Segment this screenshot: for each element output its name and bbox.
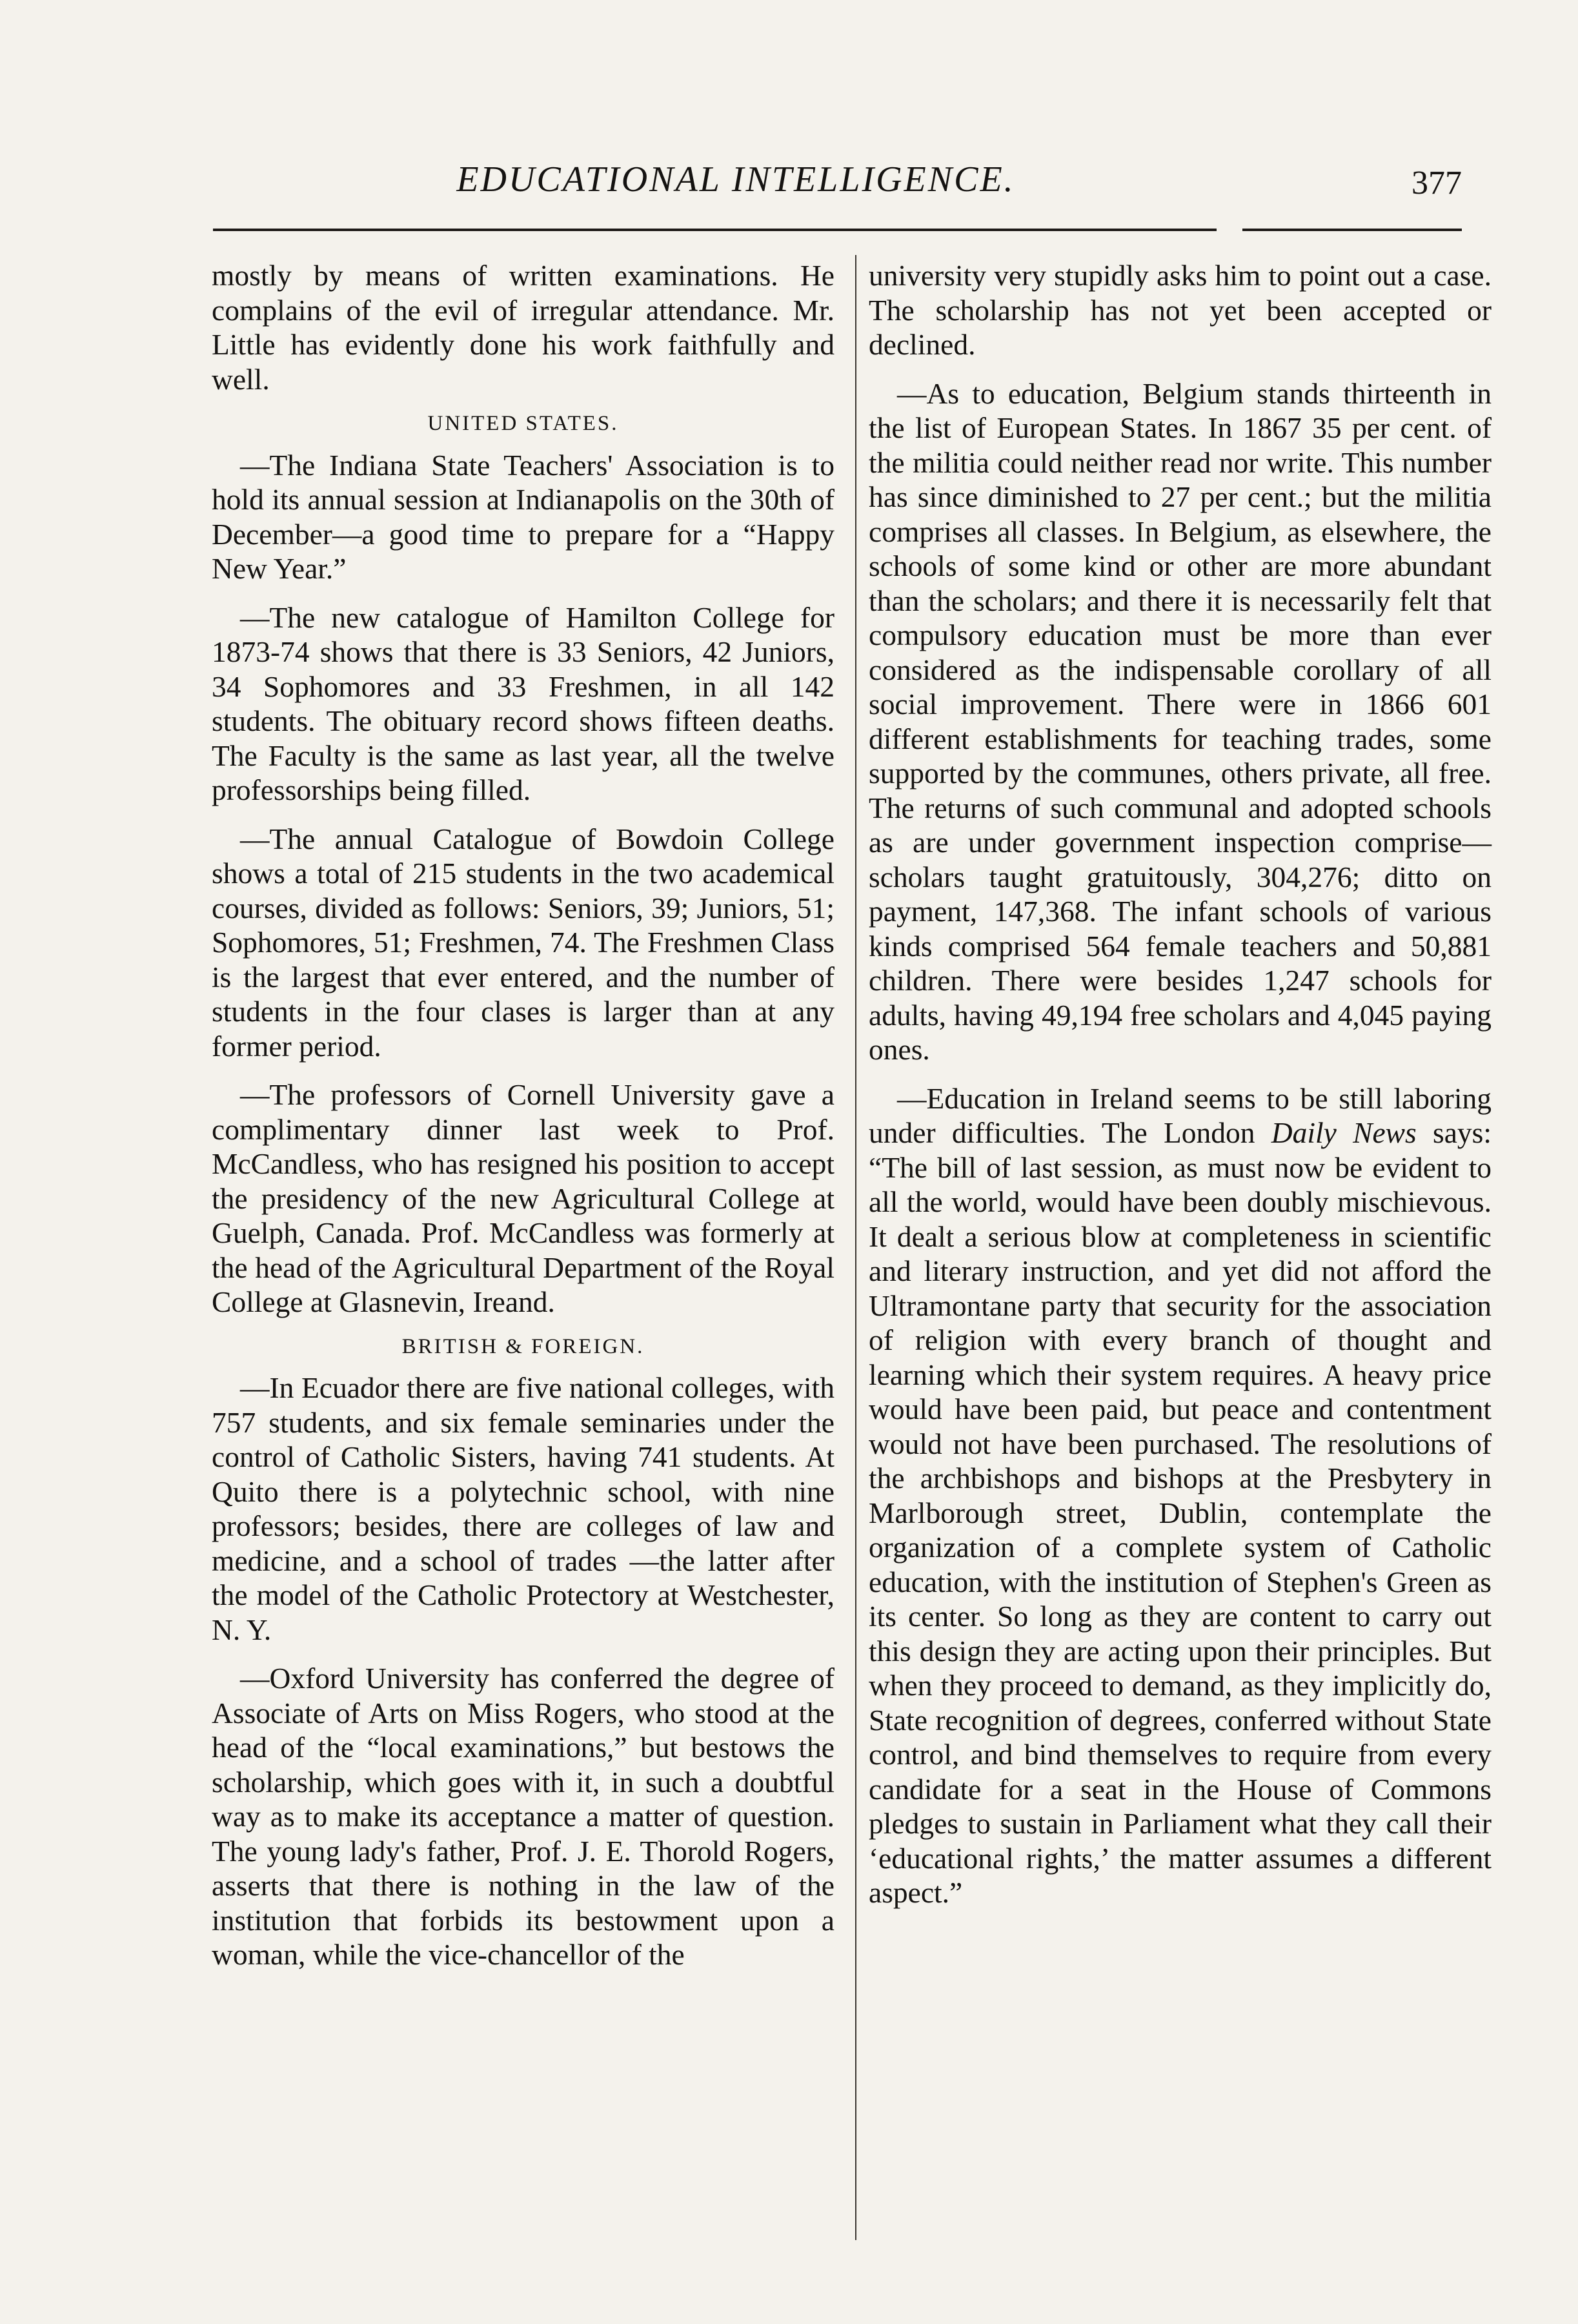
header-rule-short <box>1242 229 1462 231</box>
running-head <box>213 159 1501 210</box>
paragraph-belgium-education: —As to education, Belgium stands thirteenth in the list of European States. In 1867 35 per cent. of the militia could neither read nor write. This number has since diminished to 27 per cent.; but the militia comprises all classes. In Belgium, as elsewhere, the schools of some kind or other are more abundant than the scholars; and there it is necessarily felt that compulsory education must be more than ever considered as the indispensable corollary of all social improvement. There were in 1866 601 different establishments for teaching trades, some supported by the communes, others private, all free. The returns of such communal and adopted schools as are under government inspection comprise—scholars taught gratuitously, 304,276; ditto on payment, 147,368. The infant schools of various kinds comprised 564 female teachers and 50,881 children. There were besides 1,247 schools for adults, having 49,194 free scholars and 4,045 paying ones. <box>869 376 1492 1066</box>
paragraph-ireland-education <box>869 1081 1492 1910</box>
header-rule <box>213 229 1217 231</box>
newspaper-title: Daily News <box>1271 1116 1417 1149</box>
paragraph-bowdoin-college: —The annual Catalogue of Bowdoin College shows a total of 215 students in the two academical courses, divided as follows: Seniors, 39; Juniors, 51; Sophomores, 51; Freshmen, 74. The Freshmen Class is the largest that ever entered, and the number of students in the four clases is larger than at any former period. <box>212 822 835 1063</box>
paragraph-oxford-university: —Oxford University has conferred the degree of Associate of Arts on Miss Rogers, who stood at the head of the “local examinations,” but bestows the scholarship, which goes with it, in such a doubtful way as to make its acceptance a matter of question. The young lady's father, Prof. J. E. Thorold Rogers, asserts that there is nothing in the law of the institution that forbids its bestowment upon a woman, while the vice-chancellor of the <box>212 1662 835 1971</box>
paragraph-cornell-university: —The professors of Cornell University gave a complimentary dinner last week to Prof. McCandless, who has resigned his position to accept the presidency of the new Agricultural College at Guelph, Canada. Prof. McCandless was formerly at the head of the Agricultural Department of the Royal College at Glasnevin, Ireand. <box>212 1078 835 1318</box>
ireland-text-start: —Education in Ireland seems to be still laboring under difficulties. The London <box>869 1081 1492 1149</box>
paragraph-hamilton-college: —The new catalogue of Hamilton College for 1873-74 shows that there is 33 Seniors, 42 Juniors, 34 Sophomores and 33 Freshmen, in all 142 students. The obituary record shows fifteen deaths. The Faculty is the same as last year, all the twelve professorships being filled. <box>212 600 835 806</box>
section-heading-british-foreign: BRITISH & FOREIGN. <box>401 1334 645 1358</box>
paragraph-written-examinations: mostly by means of written examinations. He complains of the evil of irregular attendance. Mr. Little has evidently done his work faithfully and well. <box>212 259 835 396</box>
right-column <box>869 258 1492 1910</box>
running-title: EDUCATIONAL INTELLIGENCE. <box>456 159 1015 199</box>
column-divider <box>855 255 856 2240</box>
ireland-text-quote: says: “The bill of last session, as must now be evident to all the world, would have been doubly mischievous. It dealt a serious blow at completeness in scientific and literary instruction, and yet did not afford the Ultramontane party that security for the association of religion with every branch of thought and learning which their system requires. A heavy price would have been paid, but peace and contentment would not have been purchased. The resolutions of the archbishops and bishops at the Presbytery in Marlborough street, Dublin, contemplate the organization of a complete system of Catholic education, with the institution of Stephen's Green as its center. So long as they are content to carry out this design they are acting upon their principles. But when they proceed to demand, as they implicitly do, State recognition of degrees, conferred without State control, and bind themselves to require from every candidate for a seat in the House of Commons pledges to sustain in Parliament what they call their ‘educational rights,’ the matter assumes a different aspect.” <box>869 1116 1492 1909</box>
page-number: 377 <box>1411 165 1462 201</box>
paragraph-indiana-teachers: —The Indiana State Teachers' Association is to hold its annual session at Indianapolis on the 30th of December—a good time to prepare for a “Happy New Year.” <box>212 448 835 585</box>
section-heading-united-states: UNITED STATES. <box>427 412 619 435</box>
paragraph-scholarship-continued: university very stupidly asks him to point out a case. The scholarship has not yet been accepted or declined. <box>869 259 1492 361</box>
paragraph-ecuador: —In Ecuador there are five national colleges, with 757 students, and six female seminaries under the control of Catholic Sisters, having 741 students. At Quito there is a polytechnic school, with nine professors; besides, there are colleges of law and medicine, and a school of trades —the latter after the model of the Catholic Protectory at Westchester, N. Y. <box>212 1371 835 1646</box>
left-column <box>212 258 835 1972</box>
